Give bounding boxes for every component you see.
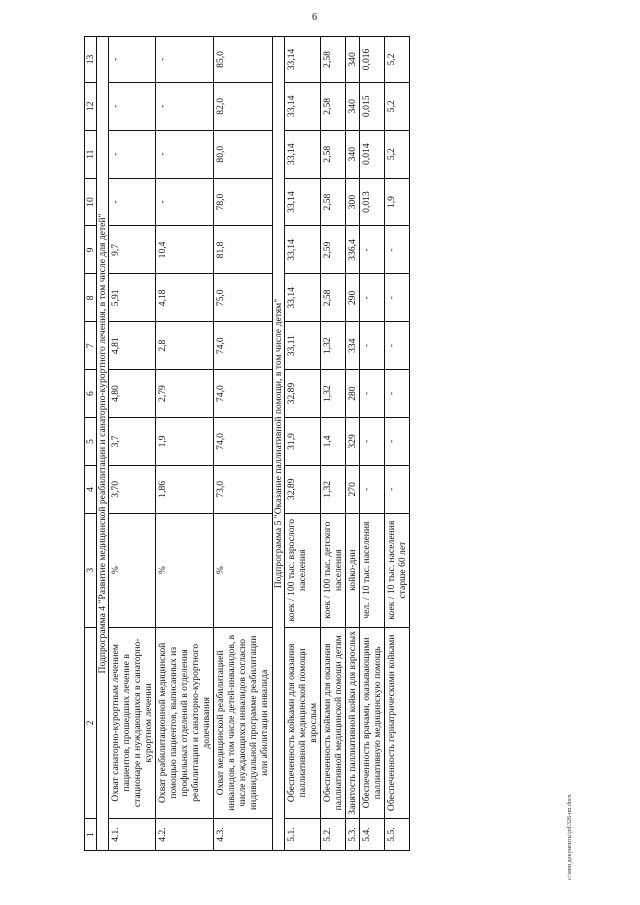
value-cell: 5,2 (384, 37, 409, 83)
rotated-table-wrapper (84, 36, 632, 851)
value-cell: 340 (345, 130, 359, 178)
header-cell: 13 (85, 37, 97, 83)
value-cell: 5,2 (384, 82, 409, 130)
value-cell: 2,79 (156, 370, 214, 418)
value-cell: 0,014 (359, 130, 384, 178)
value-cell: 2,58 (320, 274, 345, 322)
section-title-row (97, 37, 109, 851)
row-number-cell: 5.1. (284, 819, 320, 851)
value-cell: 270 (345, 465, 359, 513)
value-cell: - (109, 82, 156, 130)
header-cell: 4 (85, 465, 97, 513)
value-cell: 74,0 (214, 417, 272, 465)
table-row (156, 37, 214, 851)
value-cell: 1,32 (320, 465, 345, 513)
value-cell: - (156, 82, 214, 130)
table-row (320, 37, 345, 851)
row-number-cell: 5.5. (384, 819, 409, 851)
header-cell: 2 (85, 627, 97, 819)
value-cell: 334 (345, 322, 359, 370)
unit-cell: коек / 100 тыс. взрослого населения (284, 513, 320, 627)
header-cell: 7 (85, 322, 97, 370)
indicator-name-cell: Обеспеченность врачами, оказывающими паллиативную медицинскую помощь (359, 627, 384, 819)
value-cell: 75,0 (214, 274, 272, 322)
table-row (109, 37, 156, 851)
indicator-name-cell: Обеспеченность гериатрическими койками (384, 627, 409, 819)
value-cell: 73,0 (214, 465, 272, 513)
table-row (359, 37, 384, 851)
value-cell: 2,58 (320, 130, 345, 178)
value-cell: 33,14 (284, 82, 320, 130)
unit-cell: коек / 100 тыс. детского населения (320, 513, 345, 627)
row-number-cell: 5.2. (320, 819, 345, 851)
value-cell: 78,0 (214, 178, 272, 226)
unit-cell: % (156, 513, 214, 627)
value-cell: 33,14 (284, 226, 320, 274)
indicator-name-cell: Занятость паллиативной койки для взрослых (345, 627, 359, 819)
value-cell: - (156, 130, 214, 178)
value-cell: 4,81 (109, 322, 156, 370)
value-cell: 33,14 (284, 178, 320, 226)
indicator-name-cell: Охват медицинской реабилитацией инвалидов, в том числе детей-инвалидов, в числе нуждающихся инвалидов согласно индивидуальной программе реабилитации или абилитации инвалида (214, 627, 272, 819)
value-cell: 9,7 (109, 226, 156, 274)
value-cell: 81,8 (214, 226, 272, 274)
header-cell: 10 (85, 178, 97, 226)
table-row (214, 37, 272, 851)
value-cell: 340 (345, 82, 359, 130)
value-cell: - (109, 178, 156, 226)
header-cell: 5 (85, 417, 97, 465)
value-cell: - (384, 226, 409, 274)
value-cell: 32,89 (284, 370, 320, 418)
value-cell: 80,0 (214, 130, 272, 178)
value-cell: - (359, 322, 384, 370)
value-cell: 82,0 (214, 82, 272, 130)
value-cell: 1,32 (320, 370, 345, 418)
header-row (85, 37, 97, 851)
value-cell: 329 (345, 417, 359, 465)
value-cell: 33,14 (284, 37, 320, 83)
value-cell: 2,58 (320, 37, 345, 83)
value-cell: - (109, 37, 156, 83)
indicator-name-cell: Обеспеченность койками для оказания паллиативной медицинской помощи детям (320, 627, 345, 819)
table-body (85, 37, 410, 851)
indicator-name-cell: Обеспеченность койками для оказания паллиативной медицинской помощи взрослым (284, 627, 320, 819)
page-number: 6 (312, 12, 317, 23)
value-cell: - (384, 465, 409, 513)
value-cell: 32,89 (284, 465, 320, 513)
value-cell: - (359, 465, 384, 513)
value-cell: 33,14 (284, 274, 320, 322)
value-cell: - (359, 226, 384, 274)
value-cell: 2,59 (320, 226, 345, 274)
value-cell: 1,86 (156, 465, 214, 513)
value-cell: - (384, 417, 409, 465)
value-cell: 1,4 (320, 417, 345, 465)
value-cell: 10,4 (156, 226, 214, 274)
unit-cell: % (214, 513, 272, 627)
header-cell: 8 (85, 274, 97, 322)
value-cell: 0,013 (359, 178, 384, 226)
value-cell: 2,58 (320, 178, 345, 226)
value-cell: 290 (345, 274, 359, 322)
value-cell: 74,0 (214, 322, 272, 370)
table-row (345, 37, 359, 851)
value-cell: 4,18 (156, 274, 214, 322)
indicators-table (84, 36, 410, 851)
value-cell: 340 (345, 37, 359, 83)
unit-cell: коек / 10 тыс. населения старше 60 лет (384, 513, 409, 627)
footer-path: c:\мои документы\pd\326-пп.docx (567, 794, 573, 880)
header-cell: 12 (85, 82, 97, 130)
table-row (284, 37, 320, 851)
value-cell: 31,9 (284, 417, 320, 465)
section-title: Подпрограмма 5 "Оказание паллиативной помощи, в том числе детям" (272, 37, 284, 851)
value-cell: 3,70 (109, 465, 156, 513)
value-cell: 33,11 (284, 322, 320, 370)
value-cell: 5,91 (109, 274, 156, 322)
value-cell: 300 (345, 178, 359, 226)
section-title-row (272, 37, 284, 851)
value-cell: 1,9 (384, 178, 409, 226)
value-cell: 336,4 (345, 226, 359, 274)
value-cell: - (156, 37, 214, 83)
value-cell: 2,8 (156, 322, 214, 370)
indicator-name-cell: Охват реабилитационной медицинской помощью пациентов, выписанных из профильных отделений в отделения реабилитации и санаторно-курортного долечивания (156, 627, 214, 819)
unit-cell: чел. / 10 тыс. населения (359, 513, 384, 627)
section-title: Подпрограмма 4 "Развитие медицинской реабилитации и санаторно-курортного лечения, в том числе для детей" (97, 37, 109, 851)
row-number-cell: 5.4. (359, 819, 384, 851)
value-cell: 280 (345, 370, 359, 418)
row-number-cell: 4.2. (156, 819, 214, 851)
value-cell: 85,0 (214, 37, 272, 83)
value-cell: 33,14 (284, 130, 320, 178)
value-cell: 2,58 (320, 82, 345, 130)
row-number-cell: 5.3. (345, 819, 359, 851)
value-cell: 1,32 (320, 322, 345, 370)
value-cell: - (359, 417, 384, 465)
value-cell: - (359, 370, 384, 418)
value-cell: 0,015 (359, 82, 384, 130)
value-cell: - (384, 322, 409, 370)
value-cell: 1,9 (156, 417, 214, 465)
header-cell: 9 (85, 226, 97, 274)
header-cell: 11 (85, 130, 97, 178)
value-cell: 0,016 (359, 37, 384, 83)
header-cell: 3 (85, 513, 97, 627)
value-cell: 74,0 (214, 370, 272, 418)
row-number-cell: 4.1. (109, 819, 156, 851)
header-cell: 1 (85, 819, 97, 851)
value-cell: - (384, 370, 409, 418)
row-number-cell: 4.3. (214, 819, 272, 851)
value-cell: - (109, 130, 156, 178)
table-row (384, 37, 409, 851)
value-cell: 4,80 (109, 370, 156, 418)
header-cell: 6 (85, 370, 97, 418)
value-cell: 3,7 (109, 417, 156, 465)
indicator-name-cell: Охват санаторно-курортным лечением пациентов, прошедших лечение в стационаре и нуждающихся в санаторно-курортном лечении (109, 627, 156, 819)
value-cell: - (359, 274, 384, 322)
value-cell: 5,2 (384, 130, 409, 178)
value-cell: - (384, 274, 409, 322)
value-cell: - (156, 178, 214, 226)
unit-cell: % (109, 513, 156, 627)
unit-cell: койко-дни (345, 513, 359, 627)
